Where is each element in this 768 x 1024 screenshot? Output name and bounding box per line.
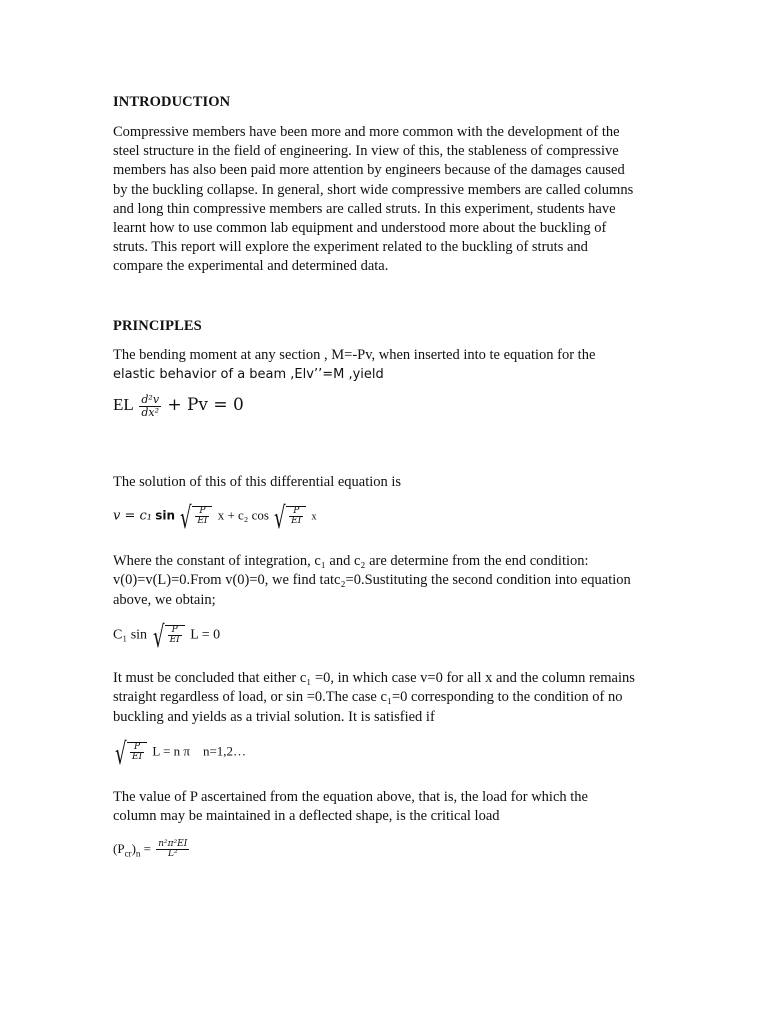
- principles-text-line: v(0)=v(L)=0.From v(0)=0, we find tatc₂=0.Sustituting the second condition into equation: [113, 572, 631, 588]
- principles-text-line: It must be concluded that either c₁ =0, in which case v=0 for all x and the column remains: [113, 670, 635, 686]
- principles-text-line: above, we obtain;: [113, 592, 216, 608]
- intro-line: and long thin compressive members are called struts. In this experiment, students have: [113, 200, 616, 217]
- eq2-sqrt-2: √ $\frac{P}{EI}$: [274, 506, 306, 527]
- principles-text-line: column may be maintained in a deflected shape, is the critical load: [113, 808, 500, 824]
- principles-text-line: The solution of this of this differential equation is: [113, 474, 402, 490]
- principles-text-line: buckling and yields as a trivial solution. It is satisfied if: [113, 709, 435, 725]
- principles-text-line: The bending moment at any section , M=-Pv, when inserted into te equation for the: [113, 347, 596, 363]
- equation-boundary: C₁ sin √ $\frac{P}{EI}$ L = 0: [113, 620, 221, 655]
- eq2-lhs: v = c₁: [113, 508, 152, 524]
- intro-line: struts. This report will explore the experiment related to the buckling of struts and: [113, 239, 588, 256]
- eq1-fraction: $\frac{\text{d²v}}{\text{dx²}}$: [141, 393, 160, 419]
- eq3-sqrt: √ $\frac{P}{EI}$: [153, 625, 185, 646]
- principles-text-line: Where the constant of integration, c₁ and c₂ are determine from the end condition:: [113, 553, 589, 569]
- eq1-el: EL: [113, 394, 134, 414]
- intro-heading: INTRODUCTION: [113, 94, 231, 110]
- principles-text-line: The value of P ascertained from the equation above, that is, the load for which the: [113, 789, 588, 805]
- equation-eigen: √ $\frac{P}{EI}$ L = n π n=1,2…: [115, 737, 247, 772]
- eq5-fraction: $\frac{\text{n²π²EI}}{\text{L²}}$: [158, 839, 188, 860]
- intro-line: Compressive members have been more and more common with the development of the: [113, 124, 620, 140]
- equation-beam: [113, 394, 244, 418]
- eq2-sqrt-1: √ $\frac{P}{EI}$: [180, 506, 212, 527]
- eq1-rest: + Pv = 0: [167, 394, 244, 415]
- intro-line: by the buckling collapse. In general, short wide compressive members are called columns: [113, 181, 634, 198]
- eq4-sqrt: √ $\frac{P}{EI}$: [115, 742, 147, 763]
- principles-text-line: straight regardless of load, or sin =0.The case c₁=0 corresponding to the condition of no: [113, 689, 623, 705]
- equation-critical-load: $(P_{cr})_n$ = $\frac{\text{n²π²EI}}{\text{L²}}$: [113, 839, 188, 860]
- intro-line: members has also been paid more attention by engineers because of the damages caused: [113, 162, 625, 179]
- equation-solution: v = c₁ sin √ $\frac{P}{EI}$ x + c₂ cos √ $\frac{P}{EI}$ x: [113, 501, 317, 536]
- intro-line: steel structure in the field of engineering. In view of this, the stableness of compressive: [113, 143, 619, 160]
- intro-line: learnt how to use common lab equipment and understood more about the buckling of: [113, 220, 607, 237]
- intro-paragraph: [113, 123, 658, 277]
- principles-heading: PRINCIPLES: [113, 318, 202, 334]
- intro-line: compare the experimental and determined data.: [113, 258, 389, 275]
- principles-text-line: elastic behavior of a beam ,Elv’’=M ,yield: [113, 367, 384, 382]
